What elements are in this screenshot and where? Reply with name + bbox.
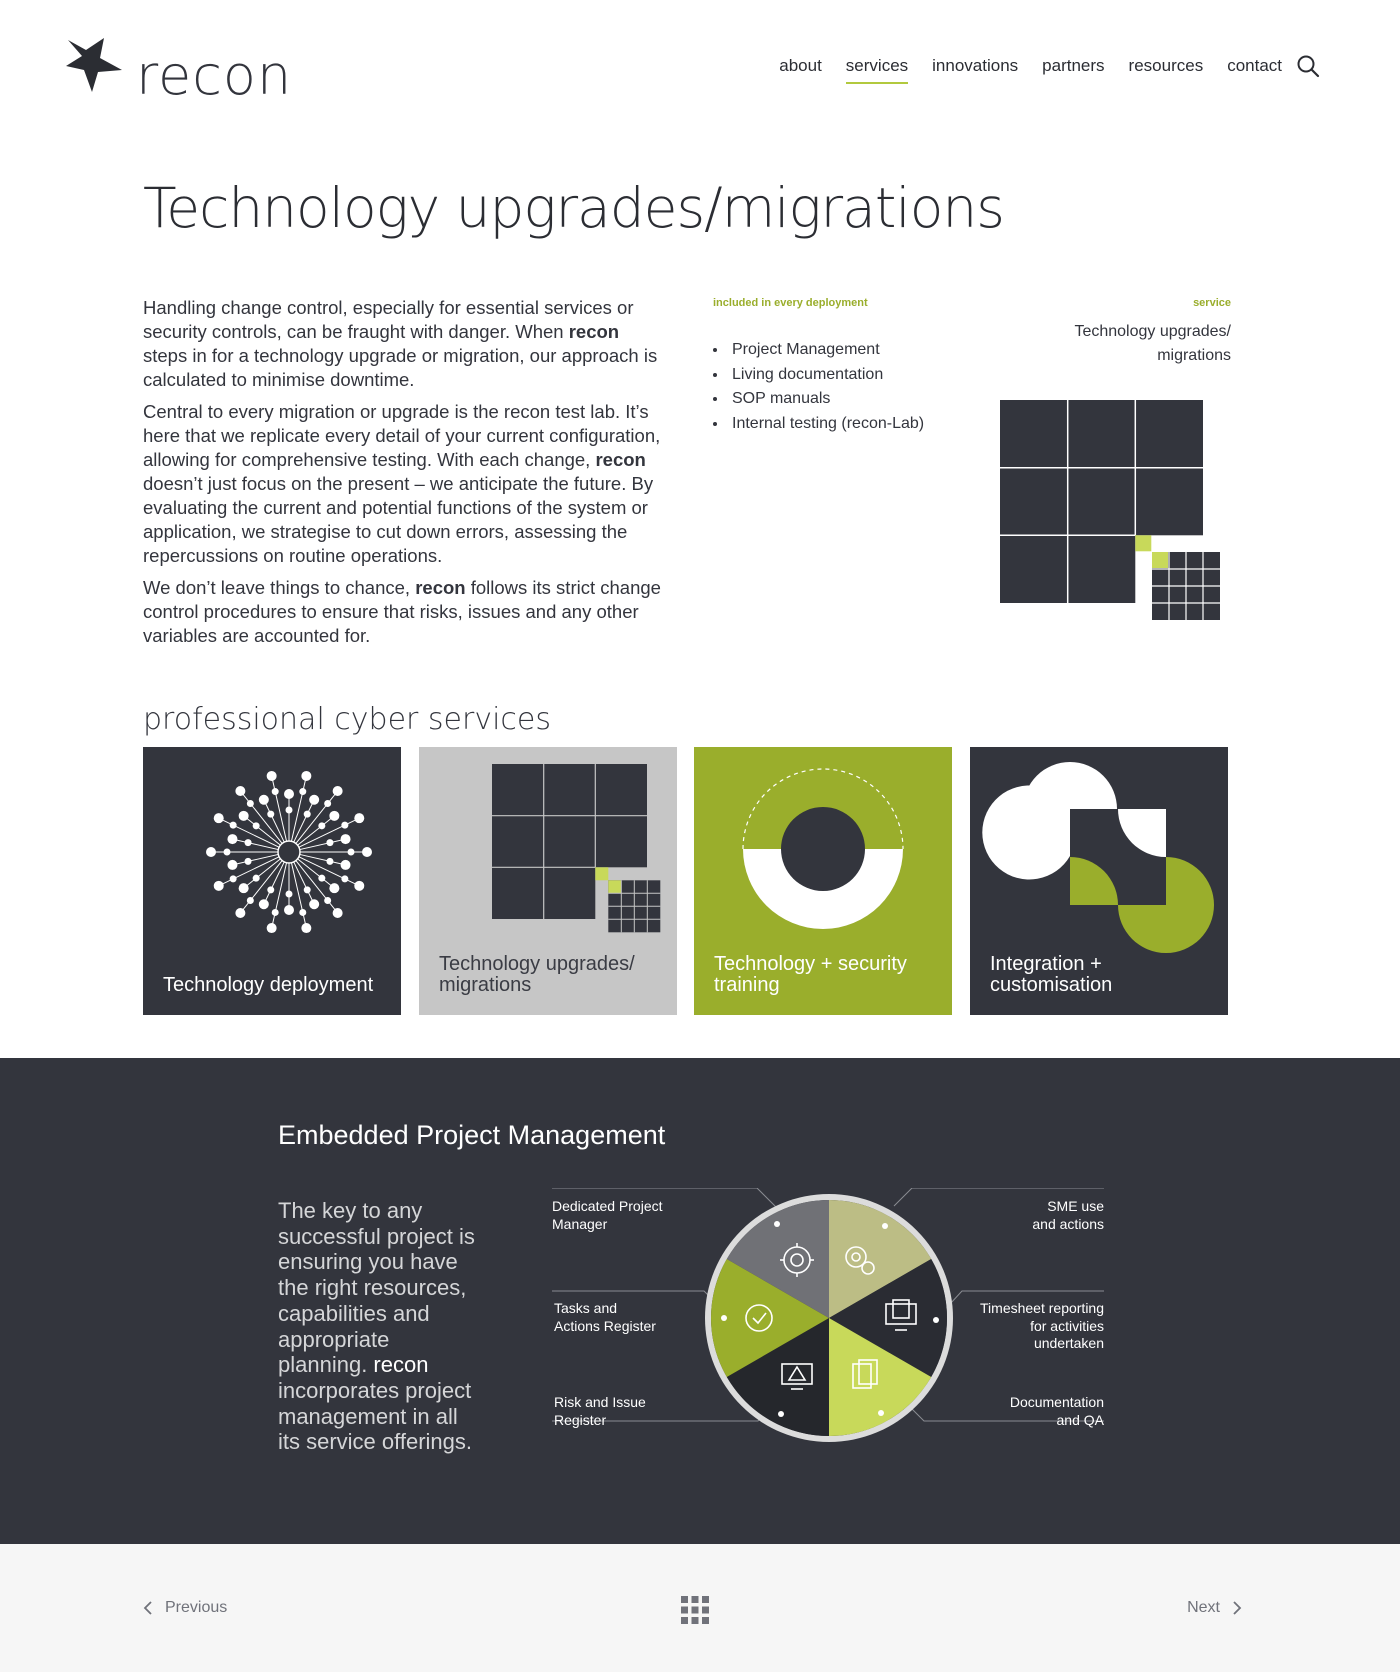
nav-innovations[interactable]: innovations	[932, 56, 1019, 75]
service-cards	[143, 747, 1229, 1015]
label-line: Risk and Issue	[554, 1394, 646, 1410]
card-integration[interactable]	[970, 747, 1228, 1015]
label-line: undertaken	[1033, 1335, 1104, 1351]
star-logo-icon	[64, 36, 126, 98]
brand-mention: recon	[568, 321, 620, 342]
included-list	[728, 338, 924, 436]
label-line: SME use	[1047, 1198, 1104, 1214]
card-security-training[interactable]	[694, 747, 952, 1015]
label-line: and actions	[1032, 1215, 1104, 1232]
chevron-right-icon	[1232, 1600, 1242, 1616]
nav-resources[interactable]: resources	[1128, 56, 1204, 75]
page-title: Technology upgrades/migrations	[143, 176, 1004, 240]
intro-text-span: doesn’t just focus on the present – we anticipate the future. By evaluating the current and potential functions of the system or application, we strategise to cut down errors, assessing the repercussions on routine operations.	[143, 473, 654, 566]
intro-paragraph-1	[143, 296, 668, 392]
intro-paragraph-2	[143, 400, 668, 568]
service-name: Technology upgrades/ migrations	[1074, 323, 1231, 364]
list-item: • Internal testing (recon-Lab)	[728, 412, 924, 437]
card-label: Integration + customisation	[990, 953, 1113, 996]
intro-text-span: follows its strict change control procedures to ensure that risks, issues and any other variables are accounted for.	[143, 577, 661, 646]
nav-contact[interactable]: contact	[1227, 56, 1282, 75]
label-line: Documentation	[1009, 1394, 1104, 1410]
brand-name: recon	[136, 44, 293, 107]
label-line: Register	[554, 1411, 607, 1428]
label-risk-register	[554, 1394, 646, 1429]
label-line: Manager	[552, 1215, 608, 1232]
brand-mention: recon	[415, 577, 466, 598]
service-label: service	[1193, 297, 1231, 309]
list-item: • Project Management	[728, 338, 924, 363]
brand-mention: recon	[373, 1352, 429, 1378]
intro-text-span: steps in for a technology upgrade or migration, our approach is calculated to minimise downtime.	[143, 345, 658, 390]
previous-link[interactable]	[143, 1599, 227, 1617]
card-label: Technology deployment	[163, 974, 374, 996]
embedded-pm-section	[0, 1058, 1400, 1544]
intro-text-span: We don’t leave things to chance,	[143, 577, 416, 598]
label-line: Timesheet reporting	[980, 1300, 1104, 1316]
grid-migration-graphic	[1000, 400, 1222, 622]
pm-text-span: incorporates project management in all its service offerings.	[278, 1377, 473, 1455]
brand-mention: recon	[595, 449, 646, 470]
intro-paragraph-3	[143, 576, 668, 648]
pm-title: Embedded Project Management	[278, 1120, 666, 1150]
search-icon[interactable]	[1296, 54, 1320, 78]
nav-about[interactable]: about	[779, 56, 822, 75]
nav-partners[interactable]: partners	[1042, 56, 1105, 75]
label-line: Tasks and	[554, 1300, 618, 1316]
site-header	[0, 0, 1400, 140]
all-items-grid-icon[interactable]	[681, 1596, 709, 1624]
intro-text-span: Handling change control, especially for essential services or security controls, can be fraught with danger. When	[143, 297, 634, 342]
pm-text	[278, 1198, 483, 1455]
label-tasks-register	[554, 1300, 656, 1335]
main-nav	[779, 56, 1282, 84]
card-label: Technology upgrades/ migrations	[439, 953, 635, 996]
label-dedicated-pm	[552, 1198, 663, 1233]
next-link[interactable]	[1187, 1599, 1242, 1617]
label-timesheet	[980, 1300, 1104, 1353]
card-technology-deployment[interactable]	[143, 747, 401, 1015]
label-line: for activities	[1030, 1317, 1104, 1334]
list-item: • SOP manuals	[728, 387, 924, 412]
label-sme	[1032, 1198, 1104, 1233]
previous-label: Previous	[165, 1599, 228, 1616]
post-navigation	[0, 1544, 1400, 1672]
pm-wheel-diagram	[552, 1188, 1104, 1448]
included-label: included in every deployment	[713, 297, 868, 309]
card-label: Technology + security training	[714, 953, 907, 996]
nav-services[interactable]: services	[846, 56, 908, 84]
brand-logo[interactable]	[64, 36, 294, 106]
next-label: Next	[1187, 1599, 1220, 1616]
cyber-services-heading: professional cyber services	[143, 702, 552, 737]
label-line: Actions Register	[554, 1317, 656, 1334]
label-line: Dedicated Project	[552, 1198, 663, 1214]
intro-text-span: Central to every migration or upgrade is the recon test lab. It’s here that we replicate every detail of your current configuration, allowing for comprehensive testing. With each change,	[143, 401, 661, 470]
label-documentation	[1010, 1394, 1104, 1429]
intro-text	[143, 296, 668, 656]
card-technology-upgrades[interactable]	[419, 747, 677, 1015]
pm-text-span: The key to any successful project is ensuring you have the right resources, capabilities and appropriate planning.	[278, 1198, 475, 1378]
list-item: • Living documentation	[728, 363, 924, 388]
label-line: and QA	[1056, 1411, 1104, 1428]
chevron-left-icon	[143, 1600, 153, 1616]
